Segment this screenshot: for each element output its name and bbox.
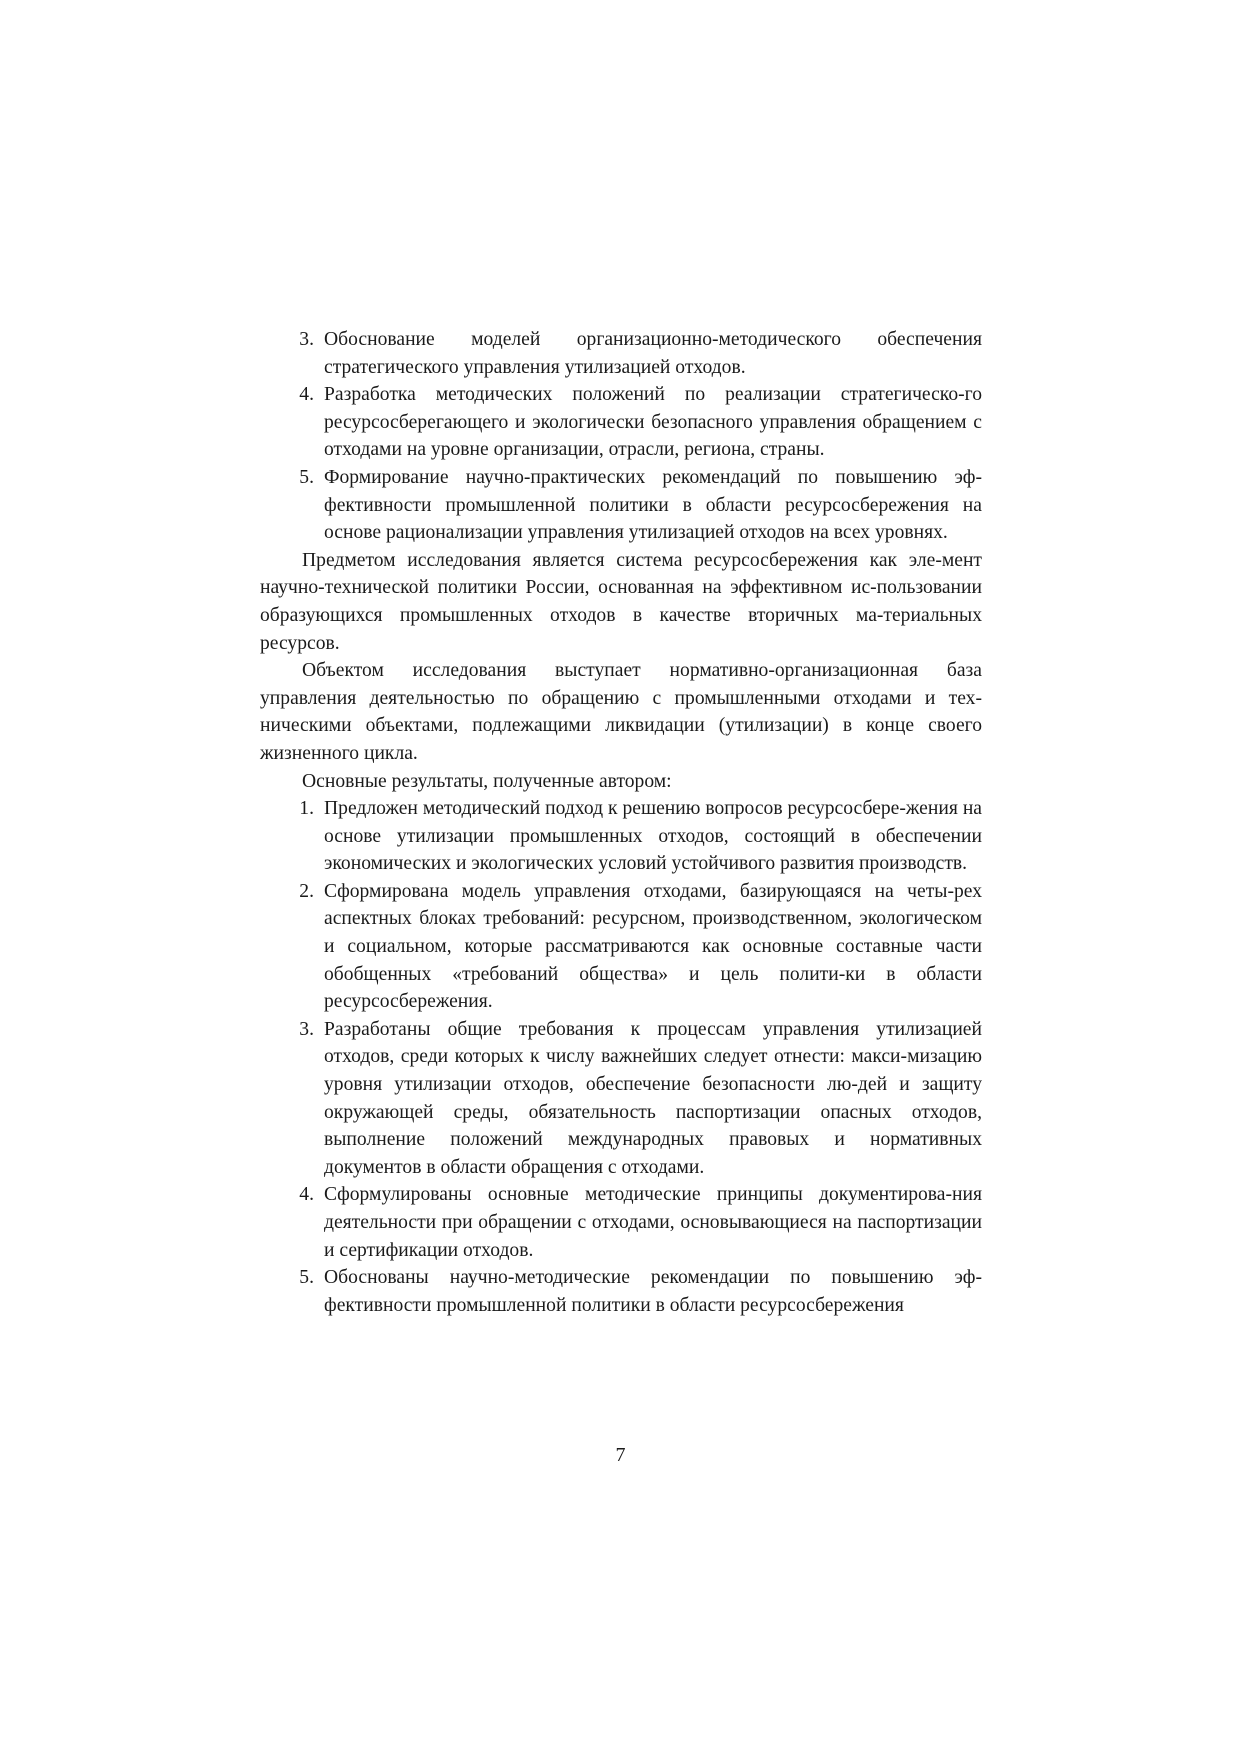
list-item-text: Сформулированы основные методические принципы документирова-ния деятельности при обращении с отходами, основывающиеся на паспортизации и сертификации отходов. (324, 1184, 982, 1261)
list-item-number: 1. (299, 798, 314, 820)
results-intro: Основные результаты, полученные автором: (302, 770, 672, 792)
list-item-number: 4. (299, 1184, 314, 1206)
list-item-number: 5. (299, 1267, 314, 1289)
list-item-text: Формирование научно-практических рекомендаций по повышению эф-фективности промышленной политики в области ресурсосбережения на основе рационализации управления утилизацией отходов на всех уровнях. (324, 466, 982, 544)
list-item (260, 1264, 982, 1319)
list-item-text: Обоснованы научно-методические рекомендации по повышению эф-фективности промышленной политики в области ресурсосбережения (324, 1267, 982, 1316)
list-item-number: 5. (299, 466, 314, 488)
list-item (260, 381, 982, 464)
object-paragraph: Объектом исследования выступает нормативно-организационная база управления деятельностью по обращению с промышленными отходами и тех-ническими объектами, подлежащими ликвидации (утилизации) в конце своего жизненного цикла. (260, 660, 982, 764)
tasks-list (260, 326, 982, 547)
list-item-text: Разработка методических положений по реализации стратегическо-го ресурсосберегающего и экологически безопасного управления обращением с отходами на уровне организации, отрасли, региона, страны. (324, 384, 982, 461)
list-item-text: Разработаны общие требования к процессам управления утилизацией отходов, среди которых к числу важнейших следует отнести: макси-мизацию уровня утилизации отходов, обеспечение безопасности лю-дей и защиту окружающей среды, обязательность паспортизации опасных отходов, выполнение положений международных правовых и нормативных документов в области обращения с отходами. (324, 1018, 982, 1178)
page-body (260, 326, 982, 1319)
list-item (260, 1016, 982, 1182)
list-item-text: Предложен методический подход к решению вопросов ресурсосбере-жения на основе утилизации промышленных отходов, состоящий в обеспечении экономических и экологических условий устойчивого развития производств. (324, 798, 982, 875)
list-item-number: 3. (299, 1018, 314, 1040)
list-item-number: 4. (299, 384, 314, 406)
list-item (260, 795, 982, 878)
list-item-number: 2. (299, 880, 314, 902)
results-list (260, 795, 982, 1319)
list-item (260, 326, 982, 381)
list-item (260, 464, 982, 547)
list-item (260, 878, 982, 1016)
list-item-text: Обоснование моделей организационно-методического обеспечения стратегического управления утилизацией отходов. (324, 329, 982, 378)
page-number: 7 (615, 1444, 626, 1466)
list-item-text: Сформирована модель управления отходами, базирующаяся на четы-рех аспектных блоках требований: ресурсном, производственном, экологическом и социальном, которые рассматриваются как основные составные части обобщенных «требований общества» и цель полити-ки в области ресурсосбережения. (324, 880, 982, 1013)
list-item (260, 1181, 982, 1264)
subject-paragraph: Предметом исследования является система ресурсосбережения как эле-мент научно-технической политики России, основанная на эффективном ис-пользовании образующихся промышленных отходов в качестве вторичных ма-териальных ресурсов. (260, 549, 982, 654)
list-item-number: 3. (299, 329, 314, 350)
